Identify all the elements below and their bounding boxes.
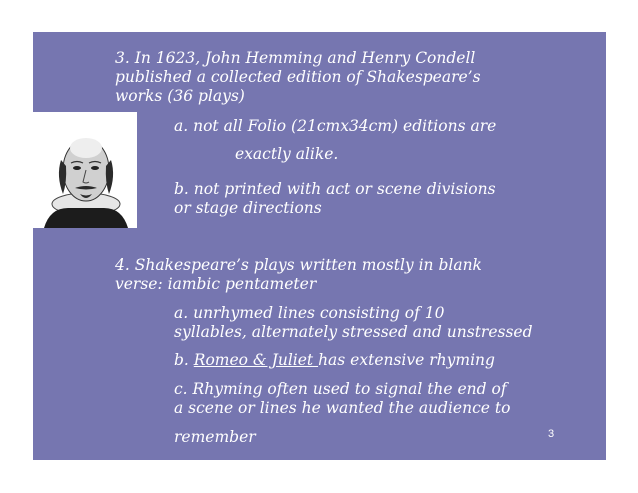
point3-a-line1: a. not all Folio (21cmx34cm) editions are (174, 117, 497, 135)
point4-a-line1: a. unrhymed lines consisting of 10 (174, 304, 445, 322)
point3-line2: published a collected edition of Shakespeare’s (115, 68, 481, 86)
point3-b-line1: b. not printed with act or scene divisions (174, 180, 496, 198)
point3-a-line2: exactly alike. (235, 145, 339, 163)
point4-a-line2: syllables, alternately stressed and unstressed (174, 323, 533, 341)
point4-c-line2: a scene or lines he wanted the audience to (174, 399, 511, 417)
point4-c-line1: c. Rhyming often used to signal the end of (174, 380, 507, 398)
romeo-juliet-title: Romeo & Juliet (193, 351, 319, 369)
point3-line1: 3. In 1623, John Hemming and Henry Condell (115, 49, 476, 67)
point4-b-rest: has extensive rhyming (318, 351, 495, 369)
page-number: 3 (548, 428, 555, 440)
shakespeare-portrait (30, 112, 137, 228)
point3-line3: works (36 plays) (115, 87, 245, 105)
point4-line1: 4. Shakespeare’s plays written mostly in blank (115, 256, 482, 274)
point4-b-line (174, 351, 495, 370)
point3-b-line2: or stage directions (174, 199, 322, 217)
point4-c-line3: remember (174, 428, 256, 446)
point4-line2: verse: iambic pentameter (115, 275, 317, 293)
point4-b-prefix: b. (174, 351, 194, 369)
